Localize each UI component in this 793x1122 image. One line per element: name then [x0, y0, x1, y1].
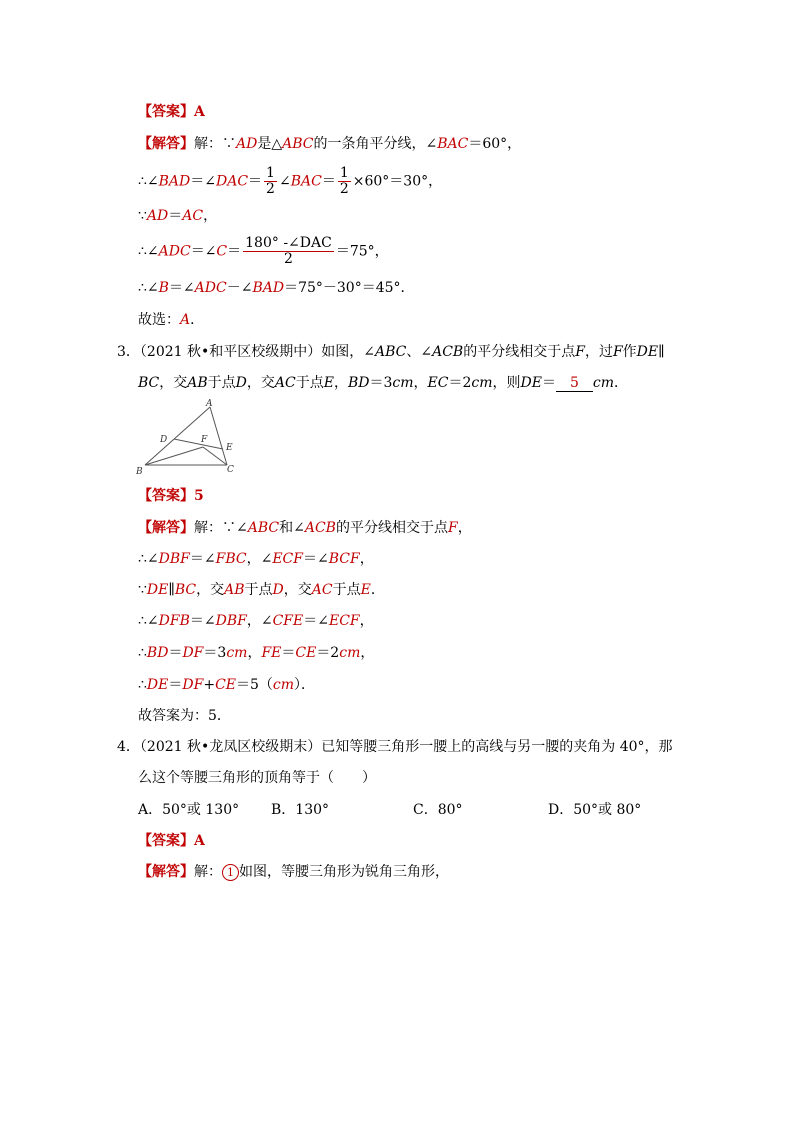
text: ∴∠ [138, 243, 159, 260]
text: ＝ [541, 375, 556, 391]
math-var: DF [182, 645, 204, 661]
label-A: A [206, 399, 213, 409]
q3-solution-line-5 [138, 643, 374, 663]
text: ＝ [168, 677, 183, 693]
q3-solution-line-6 [138, 675, 315, 695]
answer-value: 5 [194, 488, 204, 504]
text: 的平分线相交于点 [463, 344, 576, 360]
math-var: BAC [437, 136, 469, 152]
answer-value: A [194, 104, 205, 120]
fraction [264, 166, 277, 197]
math-var: F [575, 344, 585, 360]
label-C: C [227, 465, 234, 475]
text: ＝ [281, 645, 296, 661]
math-var: AB [187, 375, 208, 391]
math-var: ADC [158, 243, 191, 260]
math-var: A [180, 312, 191, 328]
math-var: AC [182, 208, 204, 224]
fraction-numerator: 1 [266, 165, 275, 181]
text: 的一条角平分线，∠ [313, 136, 438, 152]
text: ， [457, 520, 472, 536]
text: 、∠ [406, 344, 433, 360]
math-var: AB [224, 582, 245, 598]
segment-DE [174, 439, 223, 449]
q4-answer-line [138, 831, 205, 851]
text: ∵ [138, 582, 147, 598]
text: ∥ [168, 582, 175, 598]
triangle-figure [135, 398, 245, 478]
math-var: BAD [252, 280, 285, 296]
math-var: DBF [158, 551, 190, 567]
math-var: CE [295, 645, 317, 661]
segment-BF [145, 447, 203, 465]
text: 于点 [244, 582, 273, 598]
math-var: BC [138, 375, 160, 391]
q2-solution-line-2 [138, 166, 442, 197]
text: ＝2 [316, 645, 340, 661]
math-var: BAC [290, 173, 322, 190]
text: ＝∠ [190, 173, 216, 190]
text: ． [614, 375, 629, 391]
text: ＝3 [369, 375, 393, 391]
q3-stem-line-1 [117, 342, 665, 362]
text: 故答案为：5． [138, 708, 231, 724]
math-var: AC [274, 375, 296, 391]
math-var: DE [520, 375, 542, 391]
text: 的平分线相交于点 [335, 520, 448, 536]
fraction-numerator: 180° -∠DAC [245, 235, 332, 251]
answer-value: A [194, 833, 205, 849]
text: ＝ [227, 243, 242, 260]
q3-solution-line-4 [138, 611, 374, 631]
text: ∴∠ [138, 613, 159, 629]
segment-FC [203, 447, 227, 465]
text: ＝∠ [303, 613, 329, 629]
text: ， [413, 375, 428, 391]
text: ＝ [248, 173, 263, 190]
math-var: BD [146, 645, 169, 661]
text: 解： [194, 864, 222, 880]
math-var: CFE [272, 613, 304, 629]
solution-tag: 【解答】 [138, 864, 194, 880]
segment-AC [210, 407, 227, 465]
option-a: A．50°或 130° [138, 802, 240, 818]
text: ＝∠ [189, 613, 216, 629]
math-var: B [158, 280, 169, 296]
q3-solution-line-2 [138, 549, 374, 569]
math-var: cm [471, 375, 493, 391]
math-var: DFB [158, 613, 190, 629]
q4-stem-line-1 [117, 737, 673, 757]
q2-answer-line [138, 102, 205, 122]
text: 是△ [257, 136, 283, 152]
math-var: DBF [215, 613, 247, 629]
math-var: D [272, 582, 284, 598]
text: ＝∠ [189, 551, 216, 567]
fraction-denominator: 2 [284, 251, 293, 267]
math-var: ABC [247, 520, 280, 536]
text: ，交 [196, 582, 225, 598]
fraction [338, 166, 351, 197]
text: ∥ [658, 344, 665, 360]
math-var: DAC [216, 173, 249, 190]
fraction-numerator: 1 [339, 165, 349, 181]
text: 解：∵∠ [194, 520, 248, 536]
fraction-denominator: 2 [339, 181, 349, 197]
text: ，∠ [246, 551, 273, 567]
math-var: FBC [215, 551, 247, 567]
q2-solution-line-1 [138, 134, 521, 154]
math-var: ACB [432, 344, 464, 360]
text: 作 [622, 344, 637, 360]
math-var: AD [146, 208, 169, 224]
math-var: DE [146, 582, 169, 598]
question-number: 3． [117, 344, 140, 360]
label-D: D [160, 435, 168, 445]
text: －∠ [226, 280, 253, 296]
q3-solution-line-1 [138, 518, 472, 538]
math-var: EC [427, 375, 449, 391]
math-var: AD [236, 136, 258, 152]
text: ＝∠ [168, 280, 195, 296]
text: 解：∵ [194, 136, 236, 152]
text: ＝5（ [236, 677, 273, 693]
math-var: cm [226, 645, 248, 661]
solution-tag: 【解答】 [138, 136, 194, 152]
text: 么这个等腰三角形的顶角等于（ ） [138, 770, 376, 786]
math-var: BAD [158, 173, 191, 190]
math-var: cm [392, 375, 414, 391]
label-E: E [226, 443, 233, 453]
option-c: C．80° [413, 802, 463, 818]
text: ＝75°－30°＝45°． [284, 280, 415, 296]
text: ，交 [159, 375, 188, 391]
q3-answer-line [138, 486, 204, 506]
math-var: cm [592, 375, 615, 391]
q2-solution-line-5 [138, 278, 415, 298]
math-var: ACB [304, 520, 336, 536]
text: ，∠ [246, 613, 273, 629]
text: 于点 [332, 582, 361, 598]
text: ＝2 [448, 375, 472, 391]
q2-solution-line-6 [138, 310, 204, 330]
text: ，交 [283, 582, 312, 598]
math-var: F [612, 344, 623, 360]
text: ，过 [584, 344, 613, 360]
text: ＝ [168, 645, 183, 661]
text: （2021 秋•龙凤区校级期末）已知等腰三角形一腰上的高线与另一腰的夹角为 40°，那 [139, 739, 673, 755]
text: 如图，等腰三角形为锐角三角形， [239, 864, 449, 880]
text: ∴ [138, 645, 147, 661]
text: （2021 秋•和平区校级期中）如图，∠ [139, 344, 375, 360]
text: ， [360, 645, 375, 661]
answer-tag: 【答案】 [138, 488, 194, 504]
fraction [243, 236, 334, 267]
text: ＝60°， [468, 136, 522, 152]
solution-tag: 【解答】 [138, 520, 194, 536]
option-b: B．130° [271, 802, 330, 818]
answer-blank: 5 [556, 375, 593, 392]
text: ， [247, 645, 262, 661]
q4-solution-line-1 [138, 862, 449, 882]
option-d: D．50°或 80° [548, 802, 642, 818]
text: ，则 [492, 375, 521, 391]
fraction-denominator: 2 [266, 181, 275, 197]
text: ， [333, 375, 348, 391]
question-number: 4． [117, 739, 140, 755]
text: ＝ [321, 173, 336, 190]
math-var: ADC [194, 280, 227, 296]
text: ∴∠ [138, 280, 159, 296]
text: ＝∠ [302, 551, 329, 567]
q3-solution-line-7 [138, 706, 231, 726]
math-var: ABC [375, 344, 407, 360]
math-var: AC [311, 582, 333, 598]
label-B: B [136, 467, 143, 477]
text: ， [203, 208, 218, 224]
text: + [203, 677, 216, 693]
text: ∴ [138, 677, 147, 693]
text: ． [370, 582, 385, 598]
math-var: BCF [328, 551, 360, 567]
text: ． [190, 312, 205, 328]
text: ＝75°， [335, 243, 389, 260]
math-var: C [216, 243, 228, 260]
q3-stem-line-2 [138, 373, 628, 393]
math-var: ECF [272, 551, 303, 567]
text: 于点 [207, 375, 236, 391]
q2-solution-line-3 [138, 206, 217, 226]
text: ＝ [168, 208, 183, 224]
text: ， [359, 613, 374, 629]
text: ＝∠ [190, 243, 217, 260]
math-var: D [235, 375, 247, 391]
math-var: BC [174, 582, 197, 598]
text: ，交 [246, 375, 275, 391]
math-var: FE [261, 645, 282, 661]
text: ∴∠ [138, 173, 159, 190]
text: ）． [294, 677, 316, 693]
text: ， [359, 551, 374, 567]
answer-tag: 【答案】 [138, 104, 194, 120]
math-var: BD [347, 375, 370, 391]
math-var: DE [636, 344, 659, 360]
math-var: ECF [328, 613, 360, 629]
triangle-lines [145, 407, 227, 465]
math-var: F [447, 520, 458, 536]
answer-tag: 【答案】 [138, 833, 194, 849]
text: ×60°＝30°， [352, 173, 443, 190]
math-var: E [360, 582, 371, 598]
q2-solution-line-4 [138, 236, 389, 267]
text: 和∠ [279, 520, 305, 536]
math-var: cm [339, 645, 361, 661]
math-var: cm [272, 677, 295, 693]
math-var: DF [182, 677, 204, 693]
text: ∠ [278, 173, 291, 190]
math-var: DE [146, 677, 169, 693]
q3-solution-line-3 [138, 580, 385, 600]
q4-stem-line-2 [138, 768, 376, 788]
label-F: F [201, 435, 208, 445]
math-var: E [323, 375, 334, 391]
text: 故选： [138, 312, 180, 328]
math-var: ABC [282, 136, 314, 152]
text: ∵ [138, 208, 147, 224]
text: ＝3 [203, 645, 227, 661]
text: ∴∠ [138, 551, 159, 567]
text: 于点 [295, 375, 324, 391]
math-var: CE [215, 677, 236, 693]
circled-number: 1 [222, 864, 239, 881]
